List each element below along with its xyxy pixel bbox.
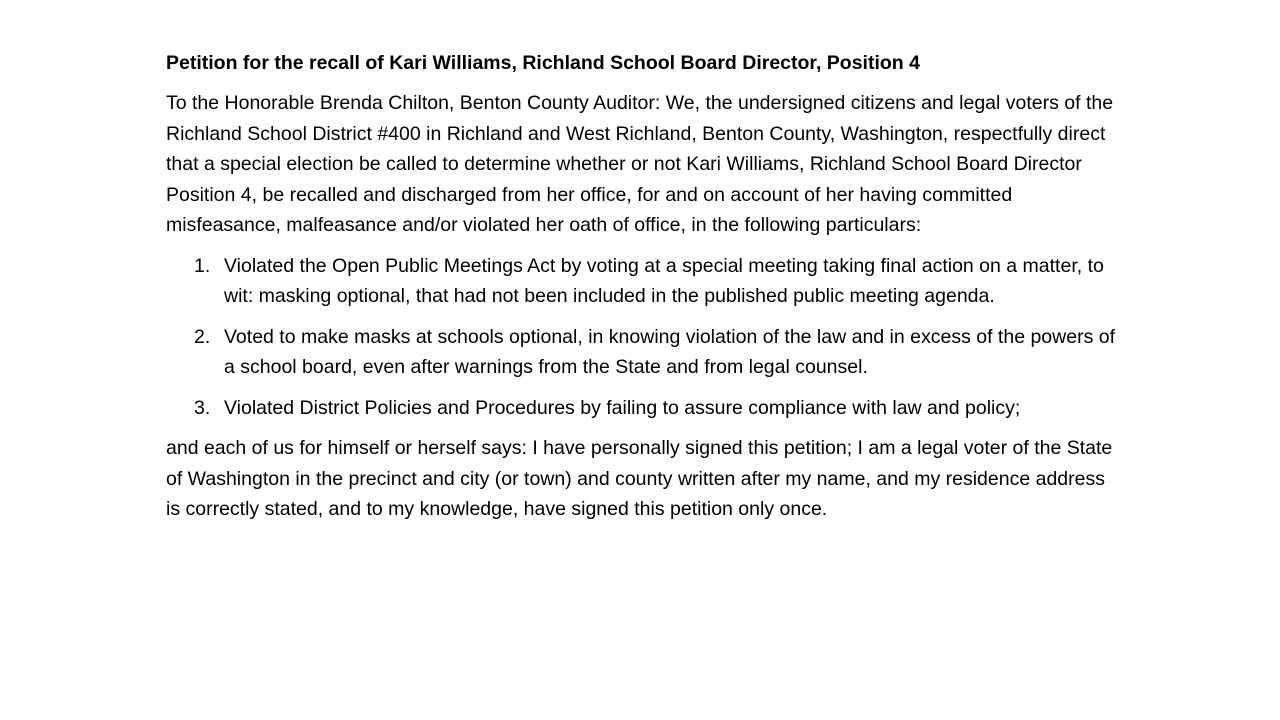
charge-number: 3. bbox=[194, 396, 211, 419]
list-item bbox=[166, 393, 1118, 424]
charge-text: Voted to make masks at schools optional, in knowing violation of the law and in excess of the powers of a school board, even after warnings from the State and from legal counsel. bbox=[224, 325, 1116, 378]
charge-number: 1. bbox=[194, 254, 211, 277]
petition-closing: and each of us for himself or herself says: I have personally signed this petition; I am a legal voter of the State of Washington in the precinct and city (or town) and county written after my name, and my residence address is correctly stated, and to my knowledge, have signed this petition only once. bbox=[166, 437, 1113, 520]
petition-body bbox=[166, 48, 1118, 535]
charge-text: Violated the Open Public Meetings Act by voting at a special meeting taking final action on a matter, to wit: masking optional, that had not been included in the published public meeting agenda. bbox=[224, 254, 1104, 307]
charges-list bbox=[166, 251, 1118, 424]
petition-title: Petition for the recall of Kari Williams, Richland School Board Director, Position 4 bbox=[166, 52, 920, 74]
charge-text: Violated District Policies and Procedures by failing to assure compliance with law and policy; bbox=[224, 396, 1021, 419]
list-item bbox=[166, 251, 1118, 312]
charge-number: 2. bbox=[194, 325, 211, 348]
petition-intro: To the Honorable Brenda Chilton, Benton County Auditor: We, the undersigned citizens and legal voters of the Richland School District #400 in Richland and West Richland, Benton County, Washington, respectfully direct that a special election be called to determine whether or not Kari Williams, Richland School Board Director Position 4, be recalled and discharged from her office, for and on account of her having committed misfeasance, malfeasance and/or violated her oath of office, in the following particulars: bbox=[166, 92, 1114, 236]
list-item bbox=[166, 322, 1118, 383]
